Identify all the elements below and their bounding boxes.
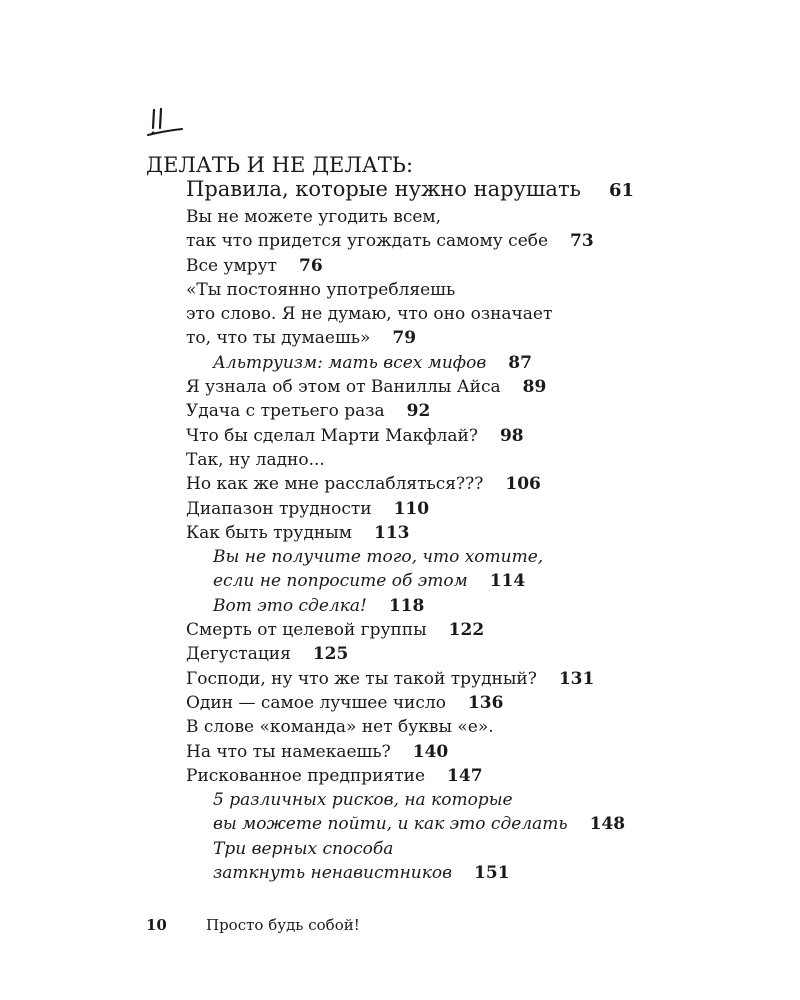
subtitle-text: Правила, которые нужно нарушать bbox=[186, 177, 581, 201]
toc-subentry bbox=[186, 545, 746, 594]
toc-entry-line bbox=[186, 691, 746, 715]
toc-entry bbox=[186, 375, 746, 399]
toc-entry-text: Вот это сделка! bbox=[213, 595, 367, 616]
toc-page-number: 136 bbox=[467, 692, 504, 713]
toc-page-number: 125 bbox=[312, 644, 349, 665]
toc-entry bbox=[186, 424, 746, 448]
toc-page-number: 148 bbox=[589, 814, 626, 835]
toc-entry bbox=[186, 521, 746, 545]
toc-entry-text: Как быть трудным bbox=[186, 522, 352, 543]
toc-entry-text: заткнуть ненавистников bbox=[213, 863, 453, 884]
toc-entry-text: если не попросите об этом bbox=[213, 571, 468, 592]
toc-page-number: 79 bbox=[392, 328, 417, 349]
toc-page-number: 151 bbox=[474, 863, 510, 884]
toc-entry-line bbox=[186, 642, 746, 666]
toc-entry-line bbox=[213, 351, 746, 375]
toc-entry-text: 5 различных рисков, на которые bbox=[213, 790, 513, 811]
toc-page-number: 76 bbox=[299, 255, 323, 276]
toc-entry-line bbox=[186, 229, 746, 253]
toc-page-number: 147 bbox=[447, 765, 483, 786]
toc-entry bbox=[186, 764, 746, 788]
page-number: 10 bbox=[146, 916, 167, 934]
toc-entry-line bbox=[186, 472, 746, 496]
toc-entry-text: Но как же мне расслабляться??? bbox=[186, 474, 484, 495]
toc-entry bbox=[186, 497, 746, 521]
toc-entry-line bbox=[186, 254, 746, 278]
toc-entry-line bbox=[186, 399, 746, 423]
toc-entry-line bbox=[213, 837, 746, 861]
page-footer bbox=[146, 916, 360, 934]
toc-entry-text: Все умрут bbox=[186, 255, 277, 276]
toc-entry-line bbox=[186, 448, 746, 472]
toc-entry-line bbox=[186, 375, 746, 399]
toc-entry-text: Смерть от целевой группы bbox=[186, 620, 427, 641]
toc-page-number: 106 bbox=[505, 474, 541, 495]
toc-entry-text: Вы не можете угодить всем, bbox=[186, 207, 442, 227]
section-subtitle bbox=[186, 176, 634, 204]
toc-entry-text: Я узнала об этом от Ваниллы Айса bbox=[186, 377, 501, 398]
toc-page-number: 122 bbox=[448, 620, 485, 641]
toc-entry bbox=[186, 448, 746, 497]
toc-subentry bbox=[186, 788, 746, 837]
toc-subentry bbox=[186, 837, 746, 886]
toc-entry-text: Удача с третьего раза bbox=[186, 401, 385, 422]
table-of-contents bbox=[186, 205, 746, 885]
toc-page-number: 87 bbox=[508, 352, 532, 373]
toc-page-number: 110 bbox=[393, 498, 430, 519]
toc-entry-line bbox=[186, 715, 746, 739]
toc-entry-text: Что бы сделал Марти Макфлай? bbox=[186, 425, 478, 446]
toc-entry-text: так что придется угождать самому себе bbox=[186, 231, 549, 252]
toc-entry bbox=[186, 399, 746, 423]
toc-entry-line bbox=[186, 326, 746, 350]
toc-entry-line bbox=[186, 740, 746, 764]
section-title: ДЕЛАТЬ И НЕ ДЕЛАТЬ: bbox=[146, 153, 414, 177]
toc-entry-text: Три верных способа bbox=[213, 838, 394, 859]
subtitle-page-number: 61 bbox=[609, 180, 635, 201]
toc-entry-line bbox=[186, 618, 746, 642]
toc-entry bbox=[186, 254, 746, 278]
toc-entry-line bbox=[186, 205, 746, 229]
toc-entry-text: Один — самое лучшее число bbox=[186, 692, 446, 713]
toc-page-number: 131 bbox=[558, 668, 595, 689]
toc-entry-line bbox=[186, 521, 746, 545]
toc-page-number: 140 bbox=[412, 741, 449, 762]
toc-page-number: 89 bbox=[522, 377, 547, 398]
toc-entry-line bbox=[213, 861, 746, 885]
toc-entry bbox=[186, 642, 746, 666]
toc-entry-text: Господи, ну что же ты такой трудный? bbox=[186, 668, 537, 689]
toc-entry bbox=[186, 667, 746, 691]
toc-entry bbox=[186, 205, 746, 254]
toc-entry-text: Так, ну ладно... bbox=[186, 449, 325, 470]
toc-entry-line bbox=[213, 594, 746, 618]
toc-page-number: 98 bbox=[499, 425, 524, 446]
toc-entry-text: В слове «команда» нет буквы «е». bbox=[186, 717, 494, 738]
toc-entry-line bbox=[186, 278, 746, 302]
toc-entry bbox=[186, 691, 746, 715]
toc-page-number: 114 bbox=[489, 571, 526, 592]
toc-entry-line bbox=[186, 424, 746, 448]
toc-entry-line bbox=[213, 812, 746, 836]
toc-page-number: 113 bbox=[374, 522, 410, 543]
toc-entry-text: вы можете пойти, и как это сделать bbox=[213, 814, 568, 835]
toc-subentry bbox=[186, 351, 746, 375]
toc-page-number: 92 bbox=[406, 401, 431, 422]
toc-entry-line bbox=[213, 569, 746, 593]
toc-entry-text: Дегустация bbox=[186, 644, 291, 665]
toc-entry-text: Вы не получите того, что хотите, bbox=[213, 547, 544, 568]
toc-entry-text: Диапазон трудности bbox=[186, 498, 372, 519]
toc-entry-text: Рискованное предприятие bbox=[186, 765, 426, 786]
toc-entry-line bbox=[186, 302, 746, 326]
toc-subentry bbox=[186, 594, 746, 618]
toc-entry-text: то, что ты думаешь» bbox=[186, 328, 371, 349]
toc-entry bbox=[186, 278, 746, 351]
toc-entry bbox=[186, 618, 746, 642]
toc-entry-text: «Ты постоянно употребляешь bbox=[186, 279, 456, 300]
toc-entry-text: На что ты намекаешь? bbox=[186, 741, 391, 762]
toc-entry-text: это слово. Я не думаю, что оно означает bbox=[186, 304, 553, 325]
toc-entry-line bbox=[186, 764, 746, 788]
toc-entry bbox=[186, 715, 746, 764]
book-title: Просто будь собой! bbox=[206, 916, 360, 934]
toc-page-number: 73 bbox=[570, 231, 594, 252]
toc-entry-line bbox=[213, 788, 746, 812]
toc-entry-line bbox=[213, 545, 746, 569]
handwritten-exclamation-mark bbox=[146, 106, 186, 138]
toc-entry-line bbox=[186, 667, 746, 691]
toc-page-number: 118 bbox=[388, 595, 425, 616]
toc-entry-line bbox=[186, 497, 746, 521]
toc-entry-text: Альтруизм: мать всех мифов bbox=[213, 352, 487, 373]
